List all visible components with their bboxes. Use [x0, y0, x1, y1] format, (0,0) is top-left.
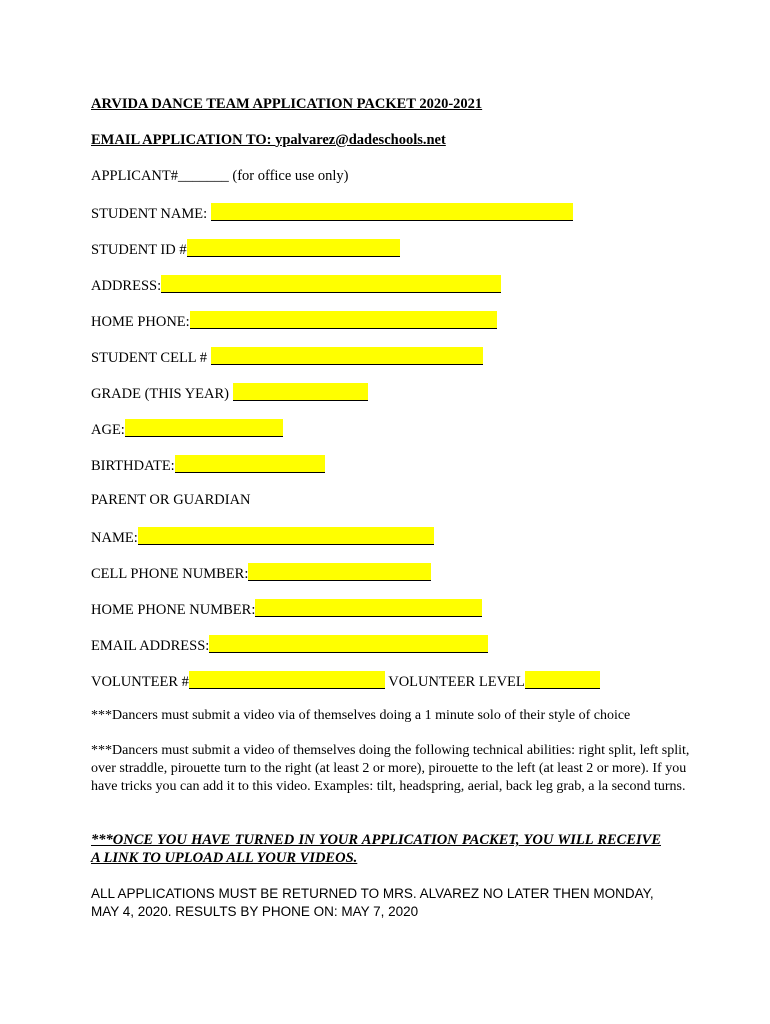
student-name-label: STUDENT NAME:: [91, 206, 211, 222]
address-field[interactable]: [161, 275, 501, 293]
volunteer-number-field[interactable]: [189, 671, 385, 689]
email-address-field[interactable]: [209, 635, 488, 653]
deadline-notice: ALL APPLICATIONS MUST BE RETURNED TO MRS. ALVAREZ NO LATER THEN MONDAY, MAY 4, 2020. RESULTS BY PHONE ON: MAY 7, 2020: [91, 886, 654, 919]
home-phone-field[interactable]: [190, 311, 497, 329]
home-phone-row: [91, 311, 497, 331]
grade-field[interactable]: [233, 383, 368, 401]
email-address-link[interactable]: ypalvarez@dadeschools.net: [275, 132, 446, 148]
video-solo-instruction: ***Dancers must submit a video via of themselves doing a 1 minute solo of their style of choice: [91, 708, 631, 723]
document-title: ARVIDA DANCE TEAM APPLICATION PACKET 2020-2021: [91, 96, 483, 112]
grade-row: [91, 383, 368, 403]
student-id-label: STUDENT ID #: [91, 242, 187, 258]
volunteer-number-label: VOLUNTEER #: [91, 674, 189, 690]
email-address-label: EMAIL ADDRESS:: [91, 638, 210, 654]
volunteer-row: [91, 671, 600, 691]
applicant-label: APPLICANT#_______: [91, 168, 229, 184]
student-cell-field[interactable]: [211, 347, 483, 365]
cell-phone-number-label: CELL PHONE NUMBER:: [91, 566, 249, 582]
home-phone-number-label: HOME PHONE NUMBER:: [91, 602, 256, 618]
birthdate-field[interactable]: [175, 455, 325, 473]
address-label: ADDRESS:: [91, 278, 162, 294]
home-phone-number-field[interactable]: [255, 599, 482, 617]
applicant-office-note: (for office use only): [228, 168, 349, 184]
student-id-field[interactable]: [187, 239, 400, 257]
home-phone-label: HOME PHONE:: [91, 314, 190, 330]
student-cell-label: STUDENT CELL #: [91, 350, 211, 366]
student-id-row: [91, 239, 400, 259]
student-name-row: [91, 203, 573, 223]
parent-name-label: NAME:: [91, 530, 138, 546]
applicant-number-line: [91, 167, 348, 185]
student-cell-row: [91, 347, 483, 367]
email-line: [91, 131, 446, 149]
age-label: AGE:: [91, 422, 125, 438]
birthdate-label: BIRTHDATE:: [91, 458, 175, 474]
grade-label: GRADE (THIS YEAR): [91, 386, 233, 402]
age-field[interactable]: [125, 419, 283, 437]
video-technical-instruction: ***Dancers must submit a video of themselves doing the following technical abilities: right split, left split, over straddle, pirouette turn to the right (at least 2 or more), pirouette to the left (at least 2 or more). If you have tricks you can add it to this video. Examples: tilt, headspring, aerial, back leg grab, a la second turns.: [91, 743, 690, 794]
address-row: [91, 275, 501, 295]
parent-guardian-heading: PARENT OR GUARDIAN: [91, 492, 251, 508]
birthdate-row: [91, 455, 325, 475]
home-phone-number-row: [91, 599, 482, 619]
upload-link-notice: ***ONCE YOU HAVE TURNED IN YOUR APPLICATION PACKET, YOU WILL RECEIVE A LINK TO UPLOAD ALL YOUR VIDEOS.: [91, 832, 661, 866]
cell-phone-number-row: [91, 563, 431, 583]
volunteer-level-label: VOLUNTEER LEVEL: [384, 674, 525, 690]
volunteer-level-field[interactable]: [525, 671, 600, 689]
parent-name-field[interactable]: [138, 527, 434, 545]
student-name-field[interactable]: [211, 203, 573, 221]
age-row: [91, 419, 283, 439]
email-address-row: [91, 635, 488, 655]
cell-phone-number-field[interactable]: [248, 563, 431, 581]
parent-name-row: [91, 527, 434, 547]
email-label: EMAIL APPLICATION TO:: [91, 132, 276, 148]
